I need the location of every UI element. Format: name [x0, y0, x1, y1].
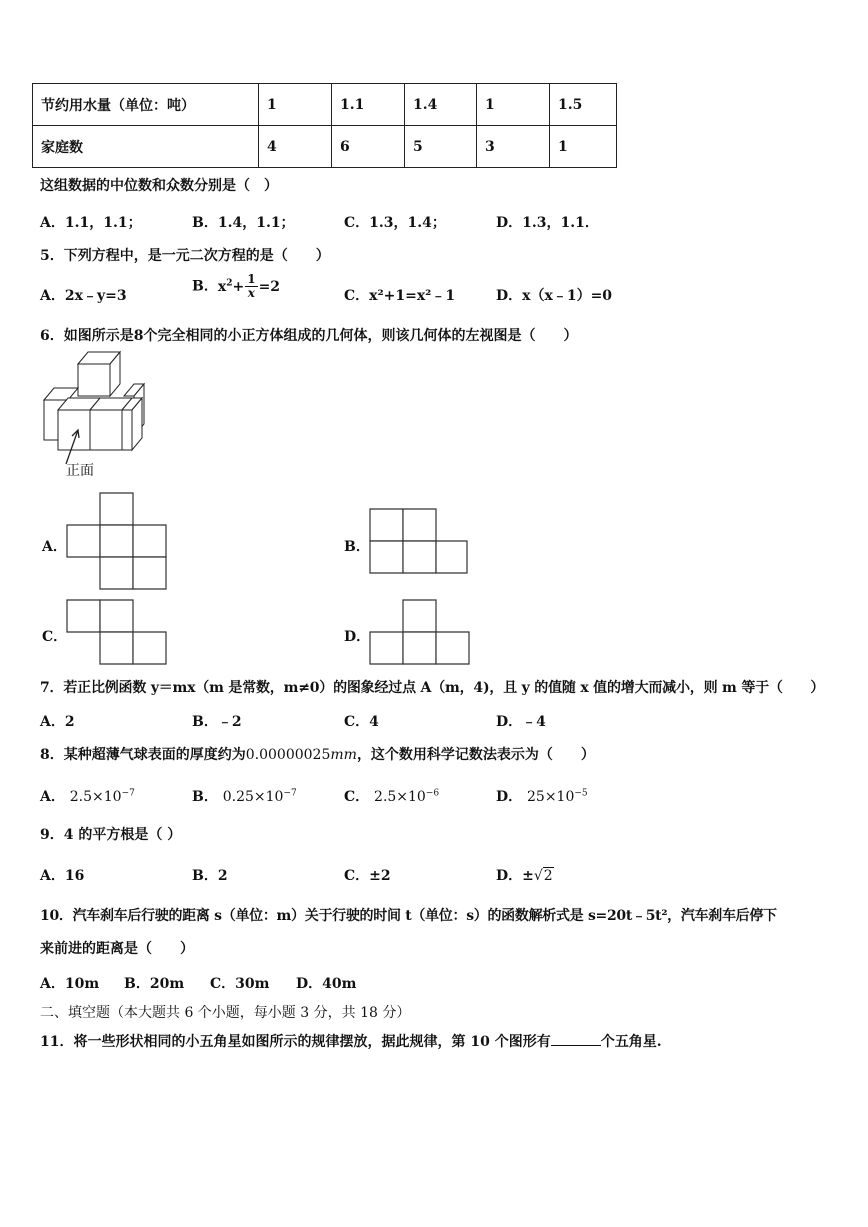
math-exp: −7 — [121, 788, 135, 799]
cube-face-front — [90, 410, 122, 450]
table-cell: 3 — [477, 126, 550, 168]
q6-option-b-label[interactable]: B． — [344, 539, 370, 555]
math-exp: −5 — [574, 788, 588, 799]
q6-option-d-label[interactable]: D． — [344, 629, 371, 645]
option-label: A． — [40, 288, 65, 304]
table-cell: 1.1 — [332, 84, 405, 126]
q9-option-d[interactable] — [496, 865, 554, 885]
table-cell: 1 — [477, 84, 550, 126]
q10-option-c[interactable] — [210, 973, 269, 993]
q4-option-b[interactable] — [192, 212, 295, 232]
option-text: 4 — [369, 714, 379, 730]
q5-stem: 5．下列方程中，是一元二次方程的是（ ） — [40, 248, 330, 264]
q5-option-d[interactable] — [496, 285, 612, 305]
q8-option-a[interactable] — [40, 786, 135, 806]
option-label: B． — [192, 868, 218, 884]
math-exp: −6 — [425, 788, 440, 799]
sqrt-radicand: 2 — [543, 868, 553, 884]
option-text: ±2 — [369, 868, 391, 884]
math-base: x — [217, 278, 227, 295]
math-rest: =2 — [258, 278, 281, 295]
math-exp: 2 — [226, 277, 233, 288]
table-cell: 1 — [550, 126, 617, 168]
q9-option-b[interactable] — [192, 865, 228, 885]
option-label: C． — [344, 288, 370, 304]
table-row — [33, 126, 617, 168]
q8-option-d[interactable] — [496, 786, 588, 806]
q10-stem-line2: 来前进的距离是（ ） — [40, 941, 194, 957]
q10-stem-line1: 10．汽车刹车后行驶的距离 s（单位：m）关于行驶的时间 t（单位：s）的函数解析式是 s=20t﹣5t²，汽车刹车后停下 — [40, 908, 777, 924]
q7-stem: 7．若正比例函数 y＝mx（m 是常数，m≠0）的图象经过点 A（m，4)，且 y 的值随 x 值的增大而减小，则 m 等于（ ） — [40, 680, 825, 696]
view-option-b[interactable] — [369, 509, 469, 575]
fraction — [245, 273, 257, 300]
q10-option-d[interactable] — [296, 973, 356, 993]
option-text: x²+1=x²﹣1 — [369, 288, 456, 304]
option-label: A． — [40, 714, 65, 730]
table-header-cell: 节约用水量（单位：吨） — [33, 84, 259, 126]
table-header-cell: 家庭数 — [33, 126, 259, 168]
option-text: 1.1，1.1； — [64, 215, 142, 231]
option-text: 2x﹣y=3 — [64, 288, 127, 304]
math-base: 2.5×10 — [69, 789, 122, 805]
q10-option-a[interactable] — [40, 973, 99, 993]
option-label: C． — [210, 976, 236, 992]
option-label: B． — [192, 215, 218, 231]
fraction-numerator: 1 — [247, 272, 256, 286]
option-label: D． — [296, 976, 323, 992]
option-text: 16 — [64, 868, 85, 884]
section-heading: 二、填空题（本大题共 6 个小题，每小题 3 分，共 18 分） — [40, 1005, 411, 1021]
option-label: C． — [344, 215, 370, 231]
option-text: 2 — [217, 868, 228, 884]
view-option-a[interactable] — [67, 493, 167, 590]
table-cell: 4 — [259, 126, 332, 168]
q8-stem-text: ，这个数用科学记数法表示为（ ） — [356, 747, 595, 763]
option-label: A． — [40, 215, 65, 231]
q5-option-c[interactable] — [344, 285, 455, 305]
table-cell: 1.4 — [405, 84, 477, 126]
option-label: D． — [496, 789, 523, 805]
math-base: 2.5×10 — [374, 789, 426, 805]
sqrt-symbol: √2 — [533, 868, 553, 884]
q4-option-d[interactable] — [496, 212, 599, 232]
front-label: 正面 — [66, 463, 94, 479]
option-text: 1.3，1.4； — [369, 215, 446, 231]
option-label: C． — [344, 789, 370, 805]
q7-option-d[interactable] — [496, 711, 546, 731]
option-label: D． — [496, 288, 523, 304]
data-table — [32, 83, 617, 168]
q8-stem — [40, 744, 595, 764]
option-text: 40m — [322, 976, 357, 992]
q4-option-c[interactable] — [344, 212, 446, 232]
q9-option-a[interactable] — [40, 865, 84, 885]
q8-number: 0.00000025 — [245, 747, 331, 763]
option-label: A． — [40, 976, 65, 992]
option-text: ﹣2 — [217, 714, 242, 730]
q10-option-b[interactable] — [124, 973, 184, 993]
table-row — [33, 84, 617, 126]
fraction-denominator: x — [247, 286, 255, 300]
q8-stem-text: 8．某种超薄气球表面的厚度约为 — [40, 747, 246, 763]
option-text: 1.4，1.1； — [217, 215, 295, 231]
q8-unit: mm — [330, 747, 357, 763]
q6-option-c-label[interactable]: C． — [42, 629, 68, 645]
option-text: 10m — [64, 976, 100, 992]
option-label: D． — [496, 868, 523, 884]
q6-stem: 6．如图所示是8个完全相同的小正方体组成的几何体，则该几何体的左视图是（ ） — [40, 328, 578, 344]
option-text: 20m — [149, 976, 185, 992]
option-label: B． — [192, 714, 218, 730]
math-base: 25×10 — [527, 789, 575, 805]
option-text: 2 — [64, 714, 75, 730]
table-cell: 5 — [405, 126, 477, 168]
table-cell: 1.5 — [550, 84, 617, 126]
q11-stem-text: 个五角星. — [600, 1034, 662, 1050]
q11-stem — [40, 1031, 662, 1051]
q11-stem-text: 11．将一些形状相同的小五角星如图所示的规律摆放，据此规律，第 10 个图形有 — [40, 1034, 551, 1050]
q4-option-a[interactable] — [40, 212, 142, 232]
option-math — [217, 272, 281, 300]
option-label: A． — [40, 868, 65, 884]
answer-blank[interactable] — [551, 1033, 601, 1046]
option-label: B． — [192, 789, 218, 805]
q7-option-b[interactable] — [192, 711, 242, 731]
math-base: 0.25×10 — [222, 789, 284, 805]
option-text: ﹣4 — [522, 714, 546, 730]
cube-face-front — [58, 410, 90, 450]
option-label: C． — [344, 714, 370, 730]
view-option-d[interactable] — [370, 600, 470, 666]
table-cell: 6 — [332, 126, 405, 168]
option-label: B． — [124, 976, 150, 992]
q4-stem: 这组数据的中位数和众数分别是（ ） — [40, 178, 278, 194]
q5-option-a[interactable] — [40, 285, 127, 305]
q7-option-a[interactable] — [40, 711, 75, 731]
option-label: C． — [344, 868, 370, 884]
view-option-c[interactable] — [67, 600, 167, 666]
q7-option-c[interactable] — [344, 711, 379, 731]
option-text: x（x﹣1）=0 — [522, 288, 613, 304]
option-label: D． — [496, 714, 523, 730]
q8-option-c[interactable] — [344, 786, 439, 806]
q5-option-b[interactable] — [192, 273, 280, 300]
option-text: 30m — [235, 976, 270, 992]
math-op: + — [232, 278, 245, 295]
q8-option-b[interactable] — [192, 786, 297, 806]
cube-face-front — [78, 364, 110, 396]
q6-option-a-label[interactable]: A． — [42, 539, 67, 555]
math-exp: −7 — [283, 788, 297, 799]
q9-stem: 9．4 的平方根是（ ） — [40, 827, 182, 843]
q9-option-c[interactable] — [344, 865, 391, 885]
option-text: ± — [522, 868, 534, 884]
table-cell: 1 — [259, 84, 332, 126]
option-label: D． — [496, 215, 523, 231]
option-text: 1.3，1.1． — [522, 215, 599, 231]
option-label: A． — [40, 789, 65, 805]
option-label: B． — [192, 278, 218, 295]
